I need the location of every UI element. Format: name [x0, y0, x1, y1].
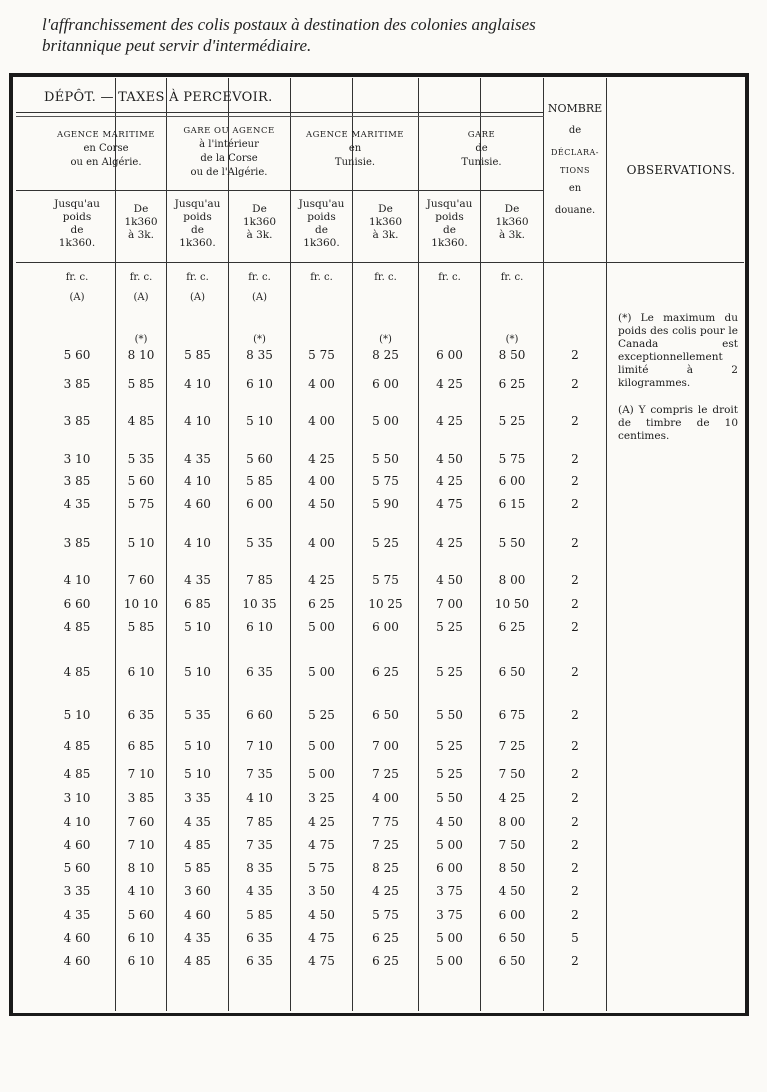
- tax-cell: 4 25: [436, 474, 463, 488]
- tax-cell: 8 25: [372, 348, 399, 362]
- tax-cell: 6 00: [372, 620, 399, 634]
- unit-label: fr. c.: [310, 272, 333, 283]
- tax-cell: 5 50: [372, 452, 399, 466]
- tax-cell: 5 60: [127, 474, 155, 488]
- tax-cell: 7 10: [246, 739, 273, 753]
- declarations-cell: 2: [571, 497, 579, 511]
- tax-cell: 5 00: [372, 414, 399, 428]
- tax-cell: 3 25: [308, 791, 335, 805]
- tax-cell: 4 85: [63, 767, 91, 781]
- subhead-from-2: [229, 203, 290, 242]
- nombre-line: DÉCLARA-: [551, 148, 599, 157]
- intro-line-1: l'affranchissement des colis postaux à destination des colonies anglaises: [42, 15, 536, 34]
- footnote-mark-a: (A): [133, 292, 149, 303]
- tax-cell: 5 25: [436, 767, 463, 781]
- tax-cell: 4 25: [372, 884, 399, 898]
- tax-cell: 5 85: [246, 474, 273, 488]
- intro-text: [42, 14, 642, 56]
- subhead-text: à 3k.: [128, 229, 154, 241]
- subhead-text: 1k360.: [58, 237, 96, 249]
- tax-cell: 7 75: [372, 815, 399, 829]
- tax-cell: 5 10: [184, 767, 211, 781]
- declarations-cell: 2: [571, 739, 579, 753]
- tax-cell: 5 35: [184, 708, 211, 722]
- group-4-line-3: Tunisie.: [461, 157, 502, 168]
- nombre-line: douane.: [554, 205, 596, 216]
- subhead-text: de: [70, 224, 84, 236]
- tax-cell: 4 85: [63, 739, 91, 753]
- tax-cell: 7 10: [127, 838, 155, 852]
- group-1-line-1: AGENCE MARITIME: [56, 130, 156, 140]
- declarations-cell: 2: [571, 908, 579, 922]
- tax-cell: 5 10: [184, 739, 211, 753]
- tax-cell: 3 85: [63, 474, 91, 488]
- col-rule: [606, 78, 607, 1011]
- tax-cell: 4 25: [308, 452, 335, 466]
- tax-cell: 4 25: [308, 815, 335, 829]
- subhead-from-4: [481, 203, 543, 242]
- tax-cell: 3 85: [127, 791, 155, 805]
- tax-cell: 3 85: [63, 377, 91, 391]
- tax-cell: 5 50: [436, 791, 463, 805]
- subhead-text: Jusqu'au: [426, 198, 473, 210]
- tax-cell: 10 35: [242, 597, 277, 611]
- tax-cell: 6 25: [308, 597, 335, 611]
- nombre-header: [544, 98, 606, 222]
- tax-cell: 4 75: [308, 838, 335, 852]
- tax-cell: 7 35: [246, 838, 273, 852]
- tax-cell: 5 85: [184, 861, 211, 875]
- tax-cell: 5 00: [308, 767, 335, 781]
- subhead-text: poids: [435, 211, 464, 223]
- footnote-mark-star: (*): [134, 334, 148, 345]
- declarations-cell: 2: [571, 474, 579, 488]
- tax-cell: 6 35: [246, 954, 273, 968]
- declarations-cell: 2: [571, 838, 579, 852]
- declarations-cell: 2: [571, 665, 579, 679]
- subhead-text: 1k360.: [303, 237, 340, 249]
- tax-cell: 6 10: [127, 954, 155, 968]
- group-header-1: [46, 128, 166, 170]
- tax-cell: 5 75: [308, 348, 335, 362]
- group-header-3: [292, 128, 418, 170]
- header-rule: [16, 190, 544, 191]
- footnote-mark-a: (A): [251, 292, 268, 303]
- tax-cell: 5 25: [436, 665, 463, 679]
- subhead-text: de: [315, 224, 328, 236]
- tax-cell: 7 00: [372, 739, 399, 753]
- tax-cell: 6 00: [436, 861, 463, 875]
- tax-cell: 4 85: [63, 620, 91, 634]
- tax-cell: 8 00: [498, 573, 526, 587]
- subhead-text: De: [133, 203, 149, 215]
- unit-label: fr. c.: [500, 272, 524, 283]
- tax-cell: 7 00: [436, 597, 463, 611]
- tax-cell: 6 50: [498, 954, 526, 968]
- subhead-upto-1: [40, 198, 114, 250]
- tax-cell: 4 85: [184, 954, 211, 968]
- tax-cell: 4 10: [127, 884, 155, 898]
- tax-cell: 8 50: [498, 348, 526, 362]
- tax-cell: 5 25: [436, 620, 463, 634]
- nombre-line: NOMBRE: [547, 102, 603, 115]
- tax-cell: 6 00: [372, 377, 399, 391]
- subhead-text: 1k360.: [431, 237, 468, 249]
- group-3-line-2: en: [348, 143, 362, 154]
- tax-cell: 5 00: [308, 739, 335, 753]
- group-4-line-1: GARE: [467, 130, 496, 140]
- tax-cell: 8 10: [127, 348, 155, 362]
- subhead-text: Jusqu'au: [54, 198, 100, 210]
- tax-cell: 3 10: [63, 452, 91, 466]
- tax-cell: 5 85: [184, 348, 211, 362]
- tax-cell: 4 60: [184, 497, 211, 511]
- tax-cell: 6 35: [246, 665, 273, 679]
- tax-cell: 6 00: [436, 348, 463, 362]
- tax-cell: 5 85: [127, 377, 155, 391]
- tax-cell: 5 25: [372, 536, 399, 550]
- tax-cell: 6 60: [63, 597, 91, 611]
- subhead-text: poids: [183, 211, 212, 223]
- subhead-from-3: [353, 203, 418, 242]
- footnote-mark-a: (A): [189, 292, 206, 303]
- tax-cell: 6 35: [246, 931, 273, 945]
- tax-cell: 4 35: [184, 815, 211, 829]
- tax-cell: 6 50: [372, 708, 399, 722]
- tax-cell: 6 50: [498, 665, 526, 679]
- declarations-cell: 2: [571, 791, 579, 805]
- nombre-line: TIONS: [559, 166, 591, 175]
- tax-cell: 5 00: [436, 931, 463, 945]
- declarations-cell: 2: [571, 348, 579, 362]
- subhead-text: Jusqu'au: [174, 198, 221, 210]
- tax-cell: 7 50: [498, 767, 526, 781]
- tax-cell: 5 75: [372, 573, 399, 587]
- declarations-cell: 2: [571, 954, 579, 968]
- tax-cell: 7 25: [498, 739, 526, 753]
- tax-cell: 5 25: [308, 708, 335, 722]
- nombre-line: en: [568, 183, 582, 194]
- tax-cell: 3 35: [184, 791, 211, 805]
- group-2-line-3: de la Corse: [200, 153, 258, 164]
- tax-cell: 3 35: [63, 884, 91, 898]
- tax-cell: 4 25: [308, 573, 335, 587]
- subhead-text: poids: [307, 211, 336, 223]
- tax-cell: 5 35: [127, 452, 155, 466]
- declarations-cell: 2: [571, 815, 579, 829]
- tax-cell: 4 35: [184, 452, 211, 466]
- tax-cell: 6 35: [127, 708, 155, 722]
- group-1-line-3: ou en Algérie.: [70, 157, 142, 168]
- tax-cell: 5 10: [63, 708, 91, 722]
- tax-cell: 5 35: [246, 536, 273, 550]
- subhead-text: poids: [62, 211, 92, 223]
- tax-cell: 5 25: [498, 414, 526, 428]
- tax-cell: 4 00: [308, 474, 335, 488]
- unit-label: fr. c.: [248, 272, 271, 283]
- tax-cell: 5 60: [63, 861, 91, 875]
- tax-cell: 4 00: [308, 536, 335, 550]
- unit-label: fr. c.: [186, 272, 209, 283]
- tax-cell: 5 10: [184, 665, 211, 679]
- tax-cell: 4 25: [498, 791, 526, 805]
- tax-cell: 4 85: [184, 838, 211, 852]
- tax-cell: 5 50: [436, 708, 463, 722]
- tax-cell: 3 85: [63, 414, 91, 428]
- tax-cell: 5 75: [372, 474, 399, 488]
- subhead-text: De: [252, 203, 267, 215]
- tax-cell: 6 50: [498, 931, 526, 945]
- tax-cell: 4 35: [63, 908, 91, 922]
- tax-cell: 5 10: [246, 414, 273, 428]
- subhead-text: de: [443, 224, 456, 236]
- tax-cell: 4 75: [308, 931, 335, 945]
- group-2-line-2: à l'intérieur: [199, 139, 259, 150]
- subhead-text: Jusqu'au: [298, 198, 345, 210]
- tax-cell: 3 60: [184, 884, 211, 898]
- tax-cell: 10 50: [494, 597, 530, 611]
- tax-cell: 6 25: [498, 377, 526, 391]
- group-1-line-2: en Corse: [83, 143, 129, 154]
- unit-label: fr. c.: [129, 272, 153, 283]
- group-3-line-1: AGENCE MARITIME: [305, 130, 405, 140]
- tax-cell: 5 75: [308, 861, 335, 875]
- tax-cell: 8 50: [498, 861, 526, 875]
- tax-cell: 5 10: [184, 620, 211, 634]
- subhead-text: à 3k.: [372, 229, 399, 241]
- declarations-cell: 2: [571, 884, 579, 898]
- tax-cell: 4 00: [308, 377, 335, 391]
- tax-cell: 6 85: [127, 739, 155, 753]
- nombre-line: de: [568, 125, 582, 136]
- tax-cell: 10 10: [123, 597, 159, 611]
- tax-cell: 5 50: [498, 536, 526, 550]
- tax-cell: 4 35: [246, 884, 273, 898]
- note-timbre: (A) Y compris le droit de timbre de 10 centimes.: [618, 404, 738, 442]
- tax-cell: 4 25: [436, 536, 463, 550]
- declarations-cell: 2: [571, 708, 579, 722]
- unit-label: fr. c.: [374, 272, 397, 283]
- tax-cell: 4 10: [184, 474, 211, 488]
- tax-cell: 4 85: [63, 665, 91, 679]
- tax-cell: 4 10: [184, 414, 211, 428]
- tax-cell: 4 35: [184, 931, 211, 945]
- tax-cell: 4 10: [246, 791, 273, 805]
- tax-cell: 7 85: [246, 573, 273, 587]
- tax-cell: 7 35: [246, 767, 273, 781]
- tax-cell: 4 60: [63, 931, 91, 945]
- tax-cell: 5 00: [308, 620, 335, 634]
- tax-cell: 4 50: [436, 573, 463, 587]
- tax-cell: 4 50: [498, 884, 526, 898]
- footnote-mark-star: (*): [505, 334, 519, 345]
- tax-cell: 6 60: [246, 708, 273, 722]
- declarations-cell: 2: [571, 620, 579, 634]
- tax-cell: 6 25: [372, 954, 399, 968]
- group-2-line-1: GARE OU AGENCE: [183, 126, 275, 136]
- tax-cell: 5 60: [63, 348, 91, 362]
- tax-cell: 7 50: [498, 838, 526, 852]
- subhead-upto-2: [167, 198, 228, 250]
- declarations-cell: 2: [571, 861, 579, 875]
- tax-cell: 4 25: [436, 377, 463, 391]
- tax-cell: 5 85: [127, 620, 155, 634]
- tax-cell: 4 75: [308, 954, 335, 968]
- tax-cell: 4 50: [308, 497, 335, 511]
- group-header-4: [420, 128, 543, 170]
- subhead-upto-4: [419, 198, 480, 250]
- declarations-cell: 2: [571, 536, 579, 550]
- tax-cell: 8 35: [246, 348, 273, 362]
- group-3-line-3: Tunisie.: [334, 157, 376, 168]
- tax-cell: 3 85: [63, 536, 91, 550]
- declarations-cell: 2: [571, 414, 579, 428]
- tax-cell: 7 10: [127, 767, 155, 781]
- tax-cell: 7 60: [127, 573, 155, 587]
- subhead-text: 1k360: [495, 216, 529, 228]
- tax-cell: 3 50: [308, 884, 335, 898]
- tax-cell: 3 75: [436, 884, 463, 898]
- tax-cell: 6 75: [498, 708, 526, 722]
- tax-cell: 5 25: [436, 739, 463, 753]
- tax-cell: 5 00: [436, 838, 463, 852]
- tax-cell: 8 25: [372, 861, 399, 875]
- tax-cell: 10 25: [368, 597, 403, 611]
- group-header-2: [168, 124, 290, 180]
- tax-cell: 6 15: [498, 497, 526, 511]
- tax-cell: 8 35: [246, 861, 273, 875]
- tax-cell: 3 75: [436, 908, 463, 922]
- tax-cell: 6 10: [246, 620, 273, 634]
- declarations-cell: 2: [571, 573, 579, 587]
- tax-cell: 3 10: [63, 791, 91, 805]
- tax-cell: 4 00: [308, 414, 335, 428]
- footnote-mark-a: (A): [69, 292, 85, 303]
- declarations-cell: 5: [571, 931, 579, 945]
- group-4-line-2: de: [475, 143, 488, 154]
- tax-cell: 6 25: [372, 665, 399, 679]
- tax-cell: 4 85: [127, 414, 155, 428]
- tax-cell: 4 00: [372, 791, 399, 805]
- tax-cell: 5 00: [436, 954, 463, 968]
- tax-cell: 4 10: [63, 573, 91, 587]
- subhead-text: De: [504, 203, 520, 215]
- subhead-text: De: [378, 203, 393, 215]
- tax-cell: 6 10: [127, 665, 155, 679]
- tax-cell: 4 60: [63, 954, 91, 968]
- tax-cell: 4 35: [63, 497, 91, 511]
- tax-cell: 4 25: [436, 414, 463, 428]
- tax-cell: 4 50: [308, 908, 335, 922]
- tax-cell: 6 10: [127, 931, 155, 945]
- tax-cell: 4 60: [63, 838, 91, 852]
- declarations-cell: 2: [571, 767, 579, 781]
- tax-cell: 4 60: [184, 908, 211, 922]
- group-2-line-4: ou de l'Algérie.: [190, 167, 268, 178]
- tax-cell: 7 60: [127, 815, 155, 829]
- subhead-text: 1k360: [368, 216, 403, 228]
- tax-cell: 5 85: [246, 908, 273, 922]
- tax-cell: 6 25: [372, 931, 399, 945]
- tax-cell: 8 10: [127, 861, 155, 875]
- subhead-text: à 3k.: [499, 229, 525, 241]
- tax-cell: 5 75: [498, 452, 526, 466]
- tax-cell: 5 75: [372, 908, 399, 922]
- tax-cell: 7 25: [372, 767, 399, 781]
- tax-cell: 5 90: [372, 497, 399, 511]
- declarations-cell: 2: [571, 452, 579, 466]
- header-rule: [16, 262, 744, 263]
- tax-cell: 4 10: [184, 536, 211, 550]
- tax-cell: 6 85: [184, 597, 211, 611]
- tax-cell: 4 35: [184, 573, 211, 587]
- tax-cell: 6 00: [498, 474, 526, 488]
- note-canada: (*) Le maximum du poids des colis pour le Canada est exceptionnellement limité à 2 kilogrammes.: [618, 312, 738, 389]
- subhead-text: à 3k.: [246, 229, 273, 241]
- tax-cell: 5 60: [127, 908, 155, 922]
- declarations-cell: 2: [571, 597, 579, 611]
- observations-header: OBSERVATIONS.: [626, 163, 736, 177]
- subhead-from-1: [116, 203, 166, 242]
- tax-cell: 5 10: [127, 536, 155, 550]
- declarations-cell: 2: [571, 377, 579, 391]
- tax-cell: 5 60: [246, 452, 273, 466]
- header-rule: [16, 112, 544, 113]
- tax-cell: 6 00: [498, 908, 526, 922]
- tax-cell: 4 50: [436, 815, 463, 829]
- tax-cell: 8 00: [498, 815, 526, 829]
- tax-cell: 4 10: [184, 377, 211, 391]
- unit-label: fr. c.: [65, 272, 89, 283]
- depot-title: DÉPÔT. — TAXES À PERCEVOIR.: [44, 90, 273, 105]
- subhead-text: de: [191, 224, 204, 236]
- subhead-upto-3: [291, 198, 352, 250]
- subhead-text: 1k360.: [179, 237, 216, 249]
- tax-cell: 6 25: [498, 620, 526, 634]
- tax-cell: 4 50: [436, 452, 463, 466]
- footnote-mark-star: (*): [253, 334, 266, 345]
- tax-cell: 7 85: [246, 815, 273, 829]
- tax-cell: 5 00: [308, 665, 335, 679]
- tax-cell: 6 00: [246, 497, 273, 511]
- tax-cell: 5 75: [127, 497, 155, 511]
- subhead-text: 1k360: [124, 216, 158, 228]
- header-rule: [16, 116, 544, 117]
- tax-cell: 6 10: [246, 377, 273, 391]
- tax-cell: 4 10: [63, 815, 91, 829]
- footnote-mark-star: (*): [379, 334, 392, 345]
- unit-label: fr. c.: [438, 272, 461, 283]
- subhead-text: 1k360: [242, 216, 277, 228]
- intro-line-2: britannique peut servir d'intermédiaire.: [42, 36, 312, 55]
- tax-cell: 4 75: [436, 497, 463, 511]
- tax-cell: 7 25: [372, 838, 399, 852]
